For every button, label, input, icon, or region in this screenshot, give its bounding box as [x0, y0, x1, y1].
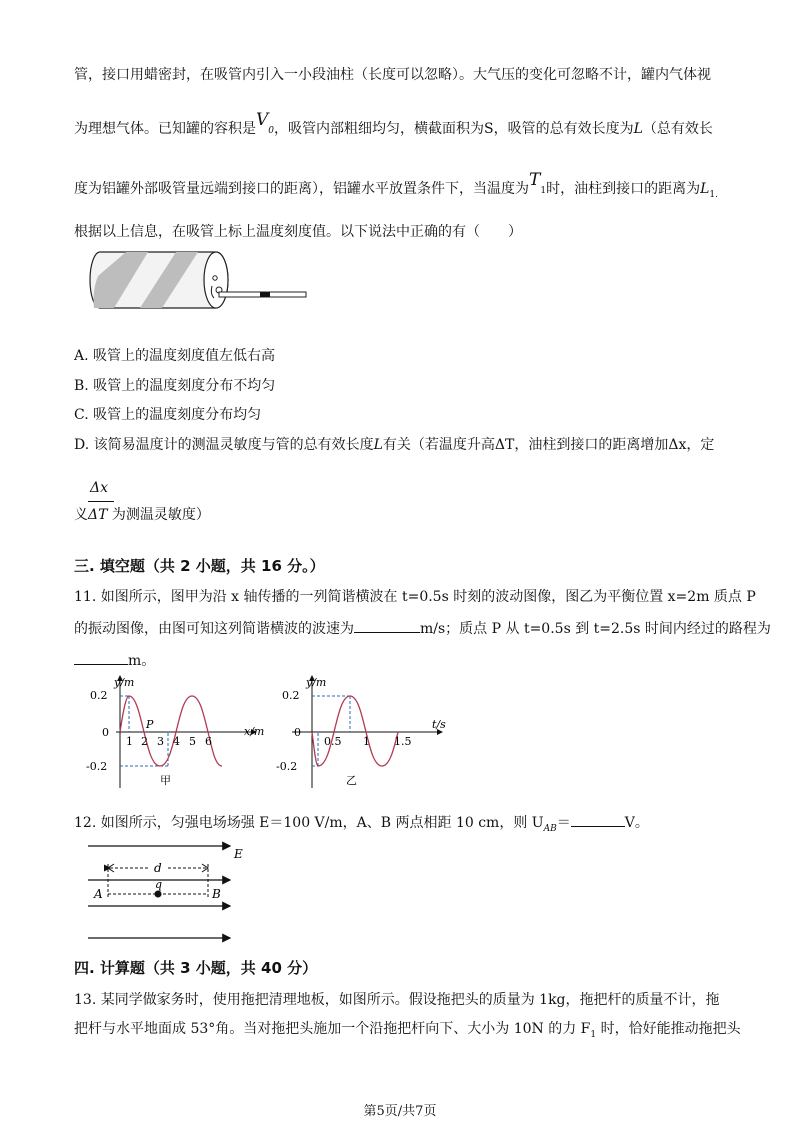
graph-a-caption: 甲 [160, 774, 171, 787]
vibration-graph [270, 672, 460, 792]
graph-b-xtick-05: 0.5 [324, 735, 342, 748]
graph-a-ytick-top: 0.2 [90, 689, 108, 702]
section-4-title: 四. 计算题（共 3 小题，共 40 分） [74, 959, 318, 977]
graph-b-xlabel: t/s [432, 718, 446, 731]
graph-b-ytick-top: 0.2 [282, 689, 300, 702]
fraction-denominator: ΔT [88, 507, 108, 523]
graph-a-xtick-2: 2 [141, 735, 148, 748]
graph-a-xtick-4: 4 [173, 735, 180, 748]
graph-b-ytick-zero: 0 [294, 726, 301, 739]
point-a-label: A [94, 887, 103, 901]
graph-a-ytick-zero: 0 [102, 726, 109, 739]
graph-a-xtick-3: 3 [157, 735, 164, 748]
fraction-postfix: 为测温灵敏度） [107, 507, 210, 523]
point-b-label: B [212, 887, 221, 901]
q10-line4: 根据以上信息，在吸管上标上温度刻度值。以下说法中正确的有（ ） [74, 224, 522, 240]
charge-q-label: q [155, 878, 163, 891]
q13-line2: 把杆与水平地面成 53°角。当对拖把头施加一个沿拖把杆向下、大小为 10N 的力 $F_1$ 时，恰好能推动拖把头 [74, 1021, 741, 1040]
fraction-numerator: Δx [90, 480, 109, 496]
q10-line1: 管，接口用蜡密封，在吸管内引入一小段油柱（长度可以忽略）。大气压的变化可忽略不计，罐内气体视 [74, 67, 711, 83]
option-a: A. 吸管上的温度刻度值左低右高 [74, 348, 276, 364]
q12-line1: 12. 如图所示，匀强电场场强 E＝100 V/m，A、B 两点相距 10 cm，则 $U_{AB}= V$。 [74, 815, 649, 834]
graph-a-ylabel: y/m [114, 676, 135, 689]
option-d: D. 该简易温度计的测温灵敏度与管的总有效长度L有关（若温度升高ΔT，油柱到接口的距离增加Δx，定 [74, 437, 715, 453]
wave-graph [80, 672, 280, 792]
q11-line1: 11. 如图所示，图甲为沿 x 轴传播的一列简谐横波在 t=0.5s 时刻的波动图像，图乙为平衡位置 x=2m 质点 P [74, 589, 756, 605]
answer-blank-3[interactable] [571, 814, 625, 827]
answer-blank-2[interactable] [74, 652, 128, 665]
point-p-label: P [146, 718, 154, 731]
fraction-prefix: 义 [74, 507, 88, 523]
section-3-title: 三. 填空题（共 2 小题，共 16 分。） [74, 557, 325, 575]
field-figure [84, 836, 264, 948]
graph-b-ylabel: y/m [306, 676, 327, 689]
graph-b-xtick-1: 1 [363, 735, 370, 748]
q11-line3: m。 [74, 650, 155, 670]
q10-line3: 度为铝罐外部吸管量远端到接口的距离），铝罐水平放置条件下，当温度为$T_1$时，油柱到接口的距离为$L_{1.}$ [74, 170, 718, 200]
graph-b-ytick-bottom: -0.2 [276, 760, 298, 773]
option-b: B. 吸管上的温度刻度分布不均匀 [74, 378, 276, 394]
option-c: C. 吸管上的温度刻度分布均匀 [74, 407, 262, 423]
graph-b-caption: 乙 [346, 774, 357, 787]
graph-b-xtick-15: 1.5 [394, 735, 412, 748]
fraction-bar [88, 501, 114, 502]
q10-line2: 为理想气体。已知罐的容积是$V_0$，吸管内部粗细均匀，横截面积为S，吸管的总有效长度为L（总有效长 [74, 110, 713, 137]
graph-a-xtick-6: 6 [205, 735, 212, 748]
graph-a-xtick-5: 5 [189, 735, 196, 748]
answer-blank-1[interactable] [354, 620, 420, 633]
graph-a-ytick-bottom: -0.2 [86, 760, 108, 773]
page-footer: 第5页/共7页 [363, 1104, 437, 1119]
graph-a-xtick-1: 1 [126, 735, 133, 748]
field-e-label: E [234, 847, 243, 861]
q13-line1: 13. 某同学做家务时，使用拖把清理地板，如图所示。假设拖把头的质量为 1kg，拖把杆的质量不计，拖 [74, 992, 720, 1008]
can-figure [86, 246, 316, 316]
q11-line2: 的振动图像，由图可知这列简谐横波的波速为 m/s；质点 P 从 t=0.5s 到 t=2.5s 时间内经过的路程为 [74, 621, 771, 637]
graph-a-xlabel: x/m [244, 725, 265, 738]
distance-d-label: d [154, 861, 162, 875]
